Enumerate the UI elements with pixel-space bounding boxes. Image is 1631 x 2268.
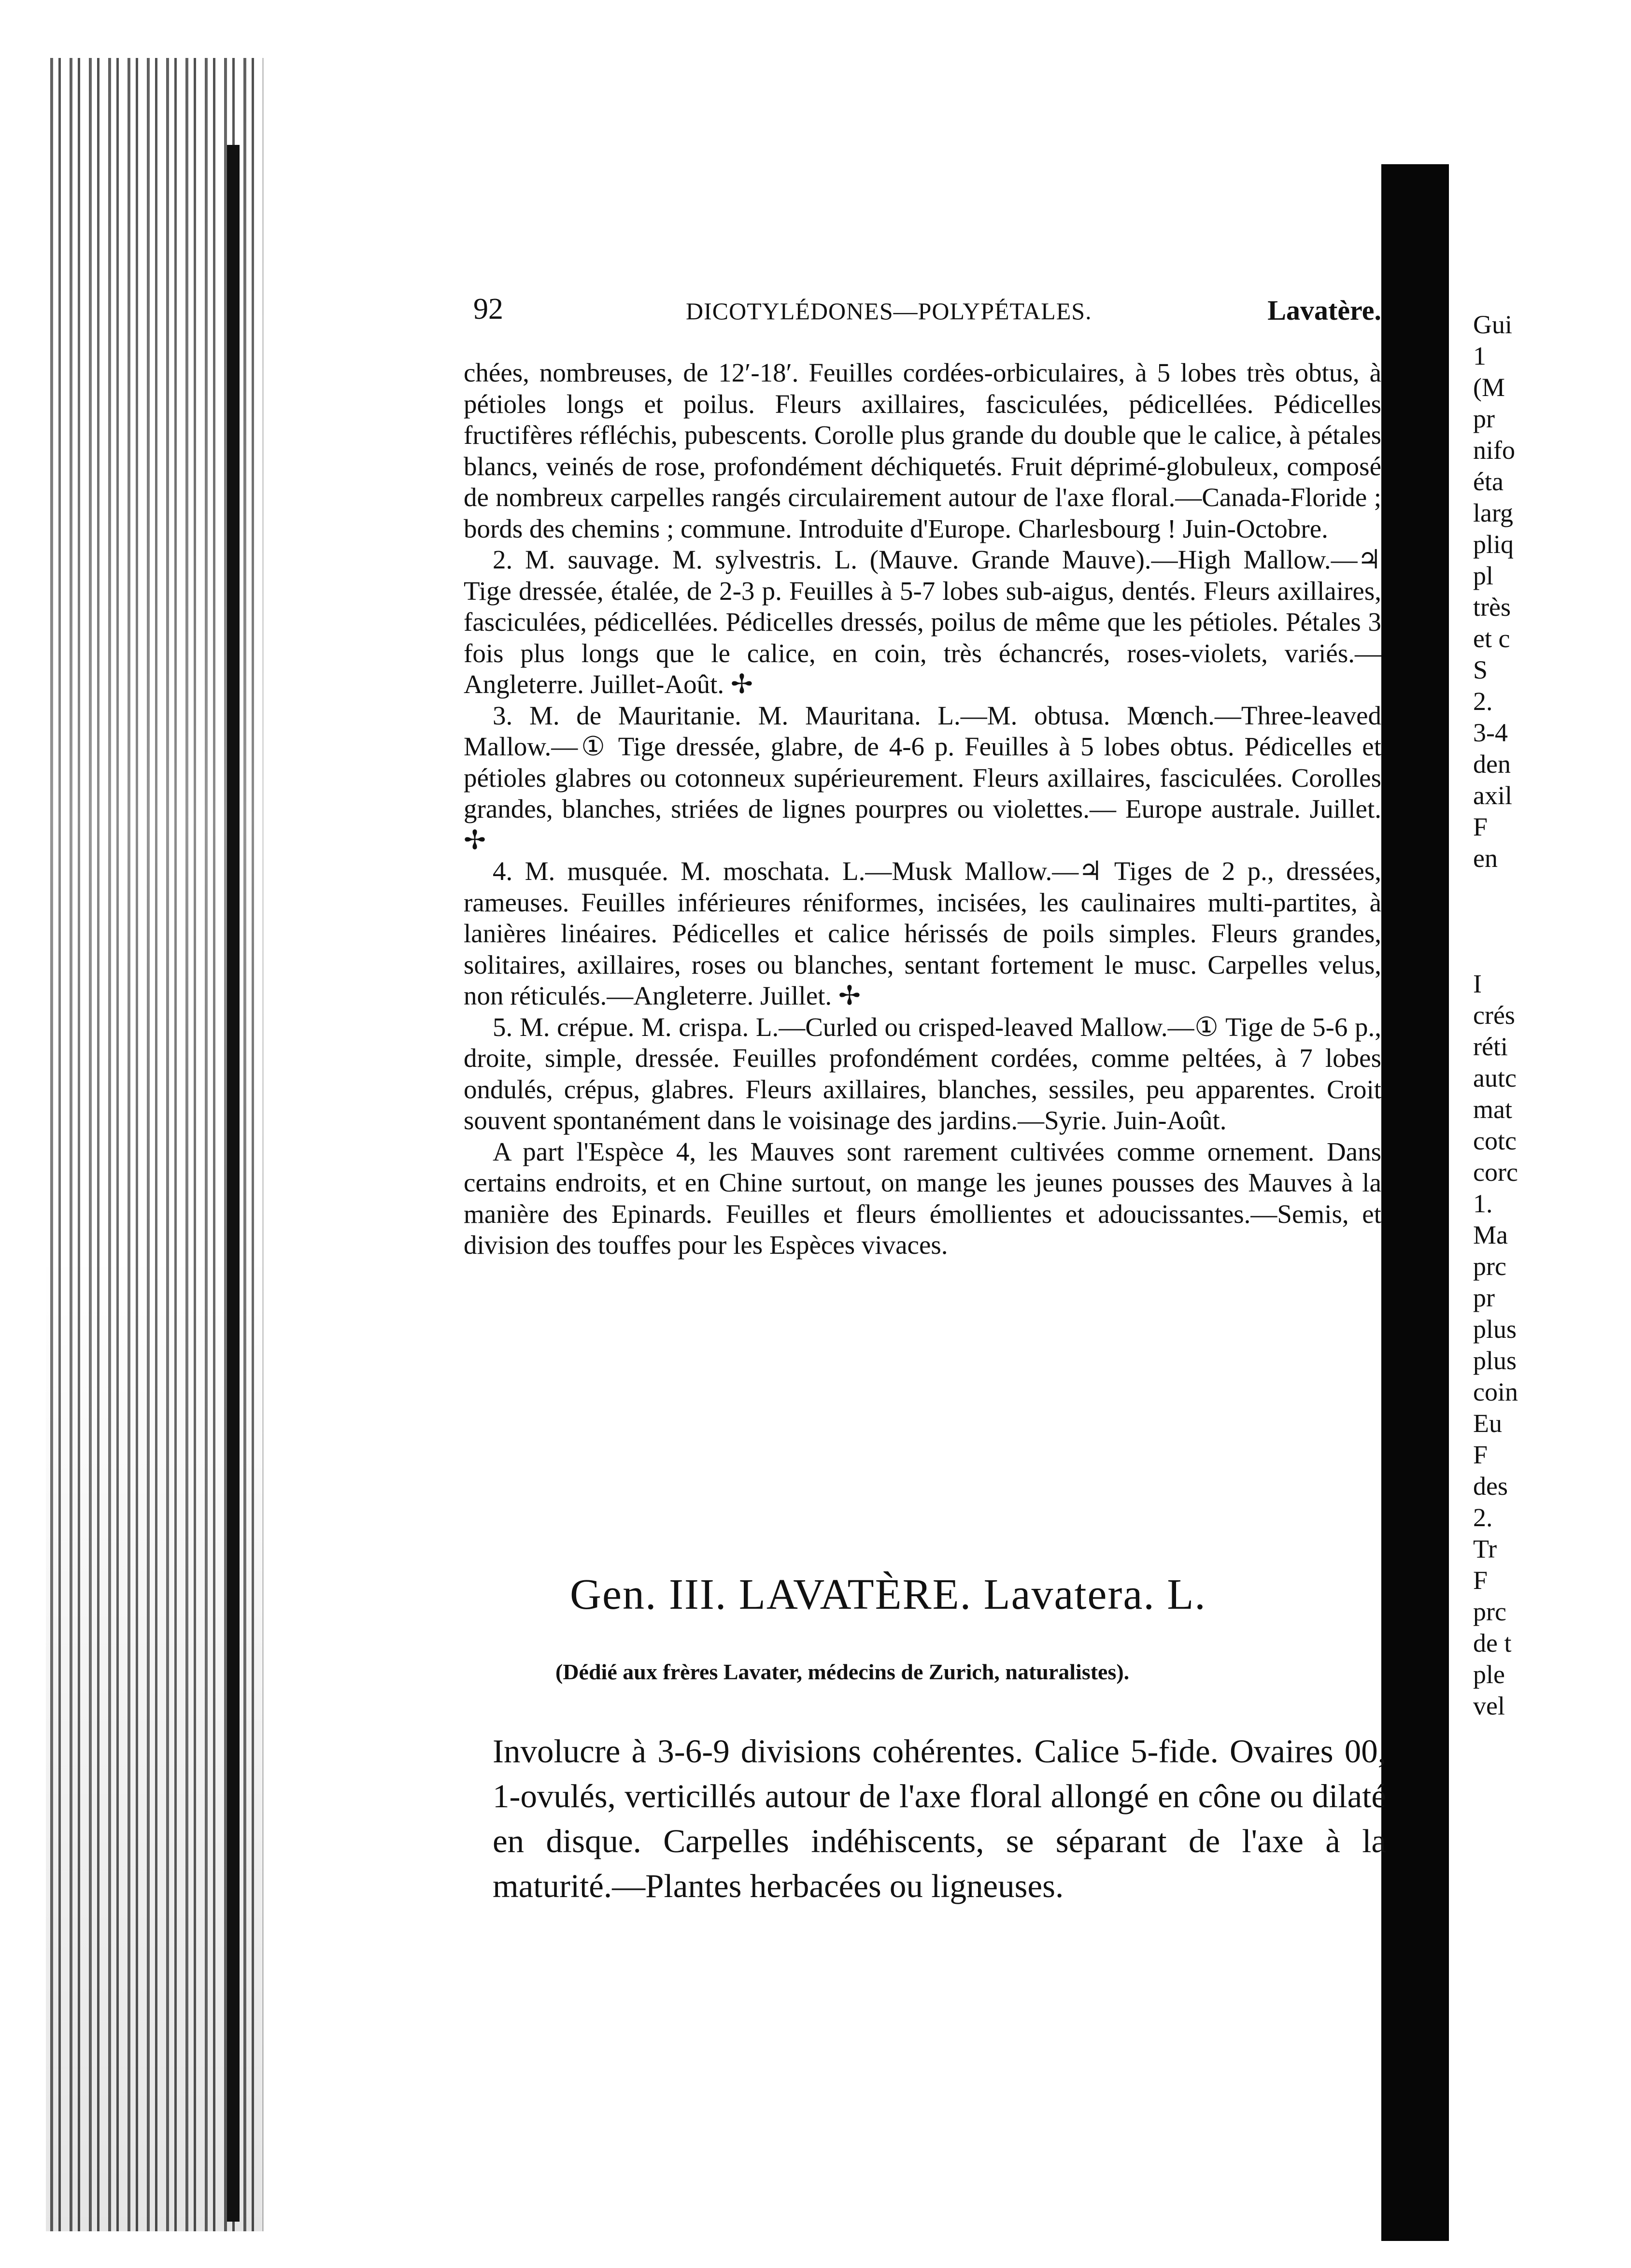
next-page-fragment: I bbox=[1473, 969, 1482, 998]
next-page-fragment: plus bbox=[1473, 1346, 1517, 1375]
next-page-fragment: F bbox=[1473, 1440, 1488, 1469]
running-head bbox=[464, 292, 1381, 331]
next-page-fragment: 2. bbox=[1473, 687, 1493, 716]
next-page-fragment bbox=[1473, 937, 1631, 968]
next-page-fragment: nifo bbox=[1473, 436, 1515, 465]
next-page-fragment: axil bbox=[1473, 781, 1512, 810]
next-page-fragment: 1. bbox=[1473, 1189, 1493, 1218]
next-page-fragment: pr bbox=[1473, 404, 1495, 433]
species-entry-3: 3. M. de Mauritanie. M. Mauritana. L.—M. obtusa. Mœnch.—Three-leaved Mallow.—① Tige dressée, glabre, de 4-6 p. Feuilles à 5 lobes obtus. Pédicelles et pétioles glabres ou cotonneux supérieurement. Fleurs axillaires, fasciculées. Corolles grandes, blanches, striées de lignes pourpres ou violettes.— Europe australe. Juillet. ✢ bbox=[464, 700, 1381, 855]
next-page-fragment: crés bbox=[1473, 1001, 1515, 1030]
next-page-fragment: Eu bbox=[1473, 1409, 1502, 1438]
next-page-fragments bbox=[1473, 309, 1631, 1722]
next-page-fragment bbox=[1473, 906, 1631, 937]
species-entry-5: 5. M. crépue. M. crispa. L.—Curled ou crisped-leaved Mallow.—① Tige de 5-6 p., droite, simple, dressée. Feuilles profondément cordées, comme peltées, à 7 lobes ondulés, crépus, glabres. Fleurs axillaires, blanches, sessiles, peu apparentes. Croit souvent spontanément dans le voisinage des jardins.—Syrie. Juin-Août. bbox=[464, 1012, 1381, 1135]
next-page-fragment: et c bbox=[1473, 624, 1510, 653]
next-page-fragment: en bbox=[1473, 844, 1498, 873]
next-page-fragment: den bbox=[1473, 750, 1511, 779]
next-page-fragment: 2. bbox=[1473, 1503, 1493, 1532]
next-page-fragment: Ma bbox=[1473, 1220, 1508, 1249]
next-page-fragment: S bbox=[1473, 655, 1488, 684]
next-page-fragment: ple bbox=[1473, 1660, 1505, 1689]
next-page-fragment: F bbox=[1473, 1566, 1488, 1595]
genus-diagnosis bbox=[493, 1729, 1386, 1909]
page-gutter-shadow bbox=[1381, 164, 1449, 2241]
running-head-title: DICOTYLÉDONES—POLYPÉTALES. bbox=[686, 298, 1092, 325]
next-page-fragment: autc bbox=[1473, 1063, 1517, 1092]
next-page-fragment: larg bbox=[1473, 498, 1513, 527]
next-page-fragment: prc bbox=[1473, 1252, 1506, 1281]
next-page-fragment: pl bbox=[1473, 561, 1494, 590]
binding-dark-edge bbox=[227, 145, 240, 2222]
species-entry-2: 2. M. sauvage. M. sylvestris. L. (Mauve. Grande Mauve).—High Mallow.—♃ Tige dressée, étalée, de 2-3 p. Feuilles à 5-7 lobes sub-aigus, dentés. Fleurs axillaires, fasciculées, pédicellées. Pédicelles dressés, poilus de même que les pétioles. Pétales 3 fois plus longs que le calice, en coin, très échancrés, roses-violets, variés.—Angleterre. Juillet-Août. ✢ bbox=[464, 545, 1381, 699]
next-page-fragment: de t bbox=[1473, 1629, 1512, 1658]
diagnosis-text: Involucre à 3-6-9 divisions cohérentes. Calice 5-fide. Ovaires 00, 1-ovulés, verticillés autour de l'axe floral allongé en cône ou dilaté en disque. Carpelles indéhiscents, se séparant de l'axe à la maturité.—Plantes herbacées ou ligneuses. bbox=[493, 1733, 1386, 1904]
next-page-fragment: mat bbox=[1473, 1095, 1512, 1124]
genus-dedication: (Dédié aux frères Lavater, médecins de Zurich, naturalistes). bbox=[555, 1659, 1130, 1684]
remarks-paragraph: A part l'Espèce 4, les Mauves sont rarement cultivées comme ornement. Dans certains endroits, et en Chine surtout, on mange les jeunes pousses des Mauves à la manière des Epinards. Feuilles et fleurs émollientes et adoucissantes.—Semis, et division des touffes pour les Espèces vivaces. bbox=[464, 1136, 1381, 1260]
next-page-fragment: (M bbox=[1473, 373, 1505, 402]
next-page-fragment: pliq bbox=[1473, 530, 1514, 559]
next-page-fragment: pr bbox=[1473, 1283, 1495, 1312]
book-page bbox=[464, 270, 1386, 1961]
genus-heading: Gen. III. LAVATÈRE. Lavatera. L. bbox=[570, 1571, 1206, 1618]
next-page-fragment: vel bbox=[1473, 1691, 1505, 1720]
species-entry-4: 4. M. musquée. M. moschata. L.—Musk Mallow.—♃ Tiges de 2 p., dressées, rameuses. Feuilles inférieures réniformes, incisées, les caulinaires multi-partites, à lanières linéaires. Pédicelles et calice hérissés de poils simples. Fleurs grandes, solitaires, axillaires, roses ou blanches, sentant fortement le musc. Carpelles velus, non réticulés.—Angleterre. Juillet. ✢ bbox=[464, 856, 1381, 1010]
next-page-fragment: corc bbox=[1473, 1158, 1518, 1187]
next-page-fragment: coin bbox=[1473, 1377, 1518, 1406]
running-head-genus: Lavatère. bbox=[1267, 295, 1381, 326]
next-page-fragment bbox=[1473, 874, 1631, 906]
next-page-fragment: des bbox=[1473, 1472, 1508, 1501]
next-page-fragment: Gui bbox=[1473, 310, 1512, 339]
next-page-fragment: très bbox=[1473, 593, 1511, 622]
next-page-fragment: réti bbox=[1473, 1032, 1508, 1061]
next-page-fragment: F bbox=[1473, 812, 1488, 841]
next-page-fragment: éta bbox=[1473, 467, 1503, 496]
paragraph-continuation: chées, nombreuses, de 12′-18′. Feuilles cordées-orbiculaires, à 5 lobes très obtus, à pétioles longs et poilus. Fleurs axillaires, fasciculées, pédicellées. Pédicelles fructifères réfléchis, pubescents. Corolle plus grande du double que le calice, à pétales blancs, veinés de rose, profondément déchiquetés. Fruit déprimé-globuleux, composé de nombreux carpelles rangés circulairement autour de l'axe floral.—Canada-Floride ; bords des chemins ; commune. Introduite d'Europe. Charlesbourg ! Juin-Octobre. bbox=[464, 358, 1381, 543]
page-number: 92 bbox=[473, 293, 503, 326]
next-page-fragment: plus bbox=[1473, 1315, 1517, 1344]
next-page-fragment: cotc bbox=[1473, 1126, 1517, 1155]
next-page-fragment: 3-4 bbox=[1473, 718, 1508, 747]
next-page-fragment: 1 bbox=[1473, 341, 1486, 370]
body-text bbox=[464, 357, 1381, 1261]
next-page-fragment: prc bbox=[1473, 1597, 1506, 1626]
next-page-fragment: Tr bbox=[1473, 1534, 1497, 1563]
